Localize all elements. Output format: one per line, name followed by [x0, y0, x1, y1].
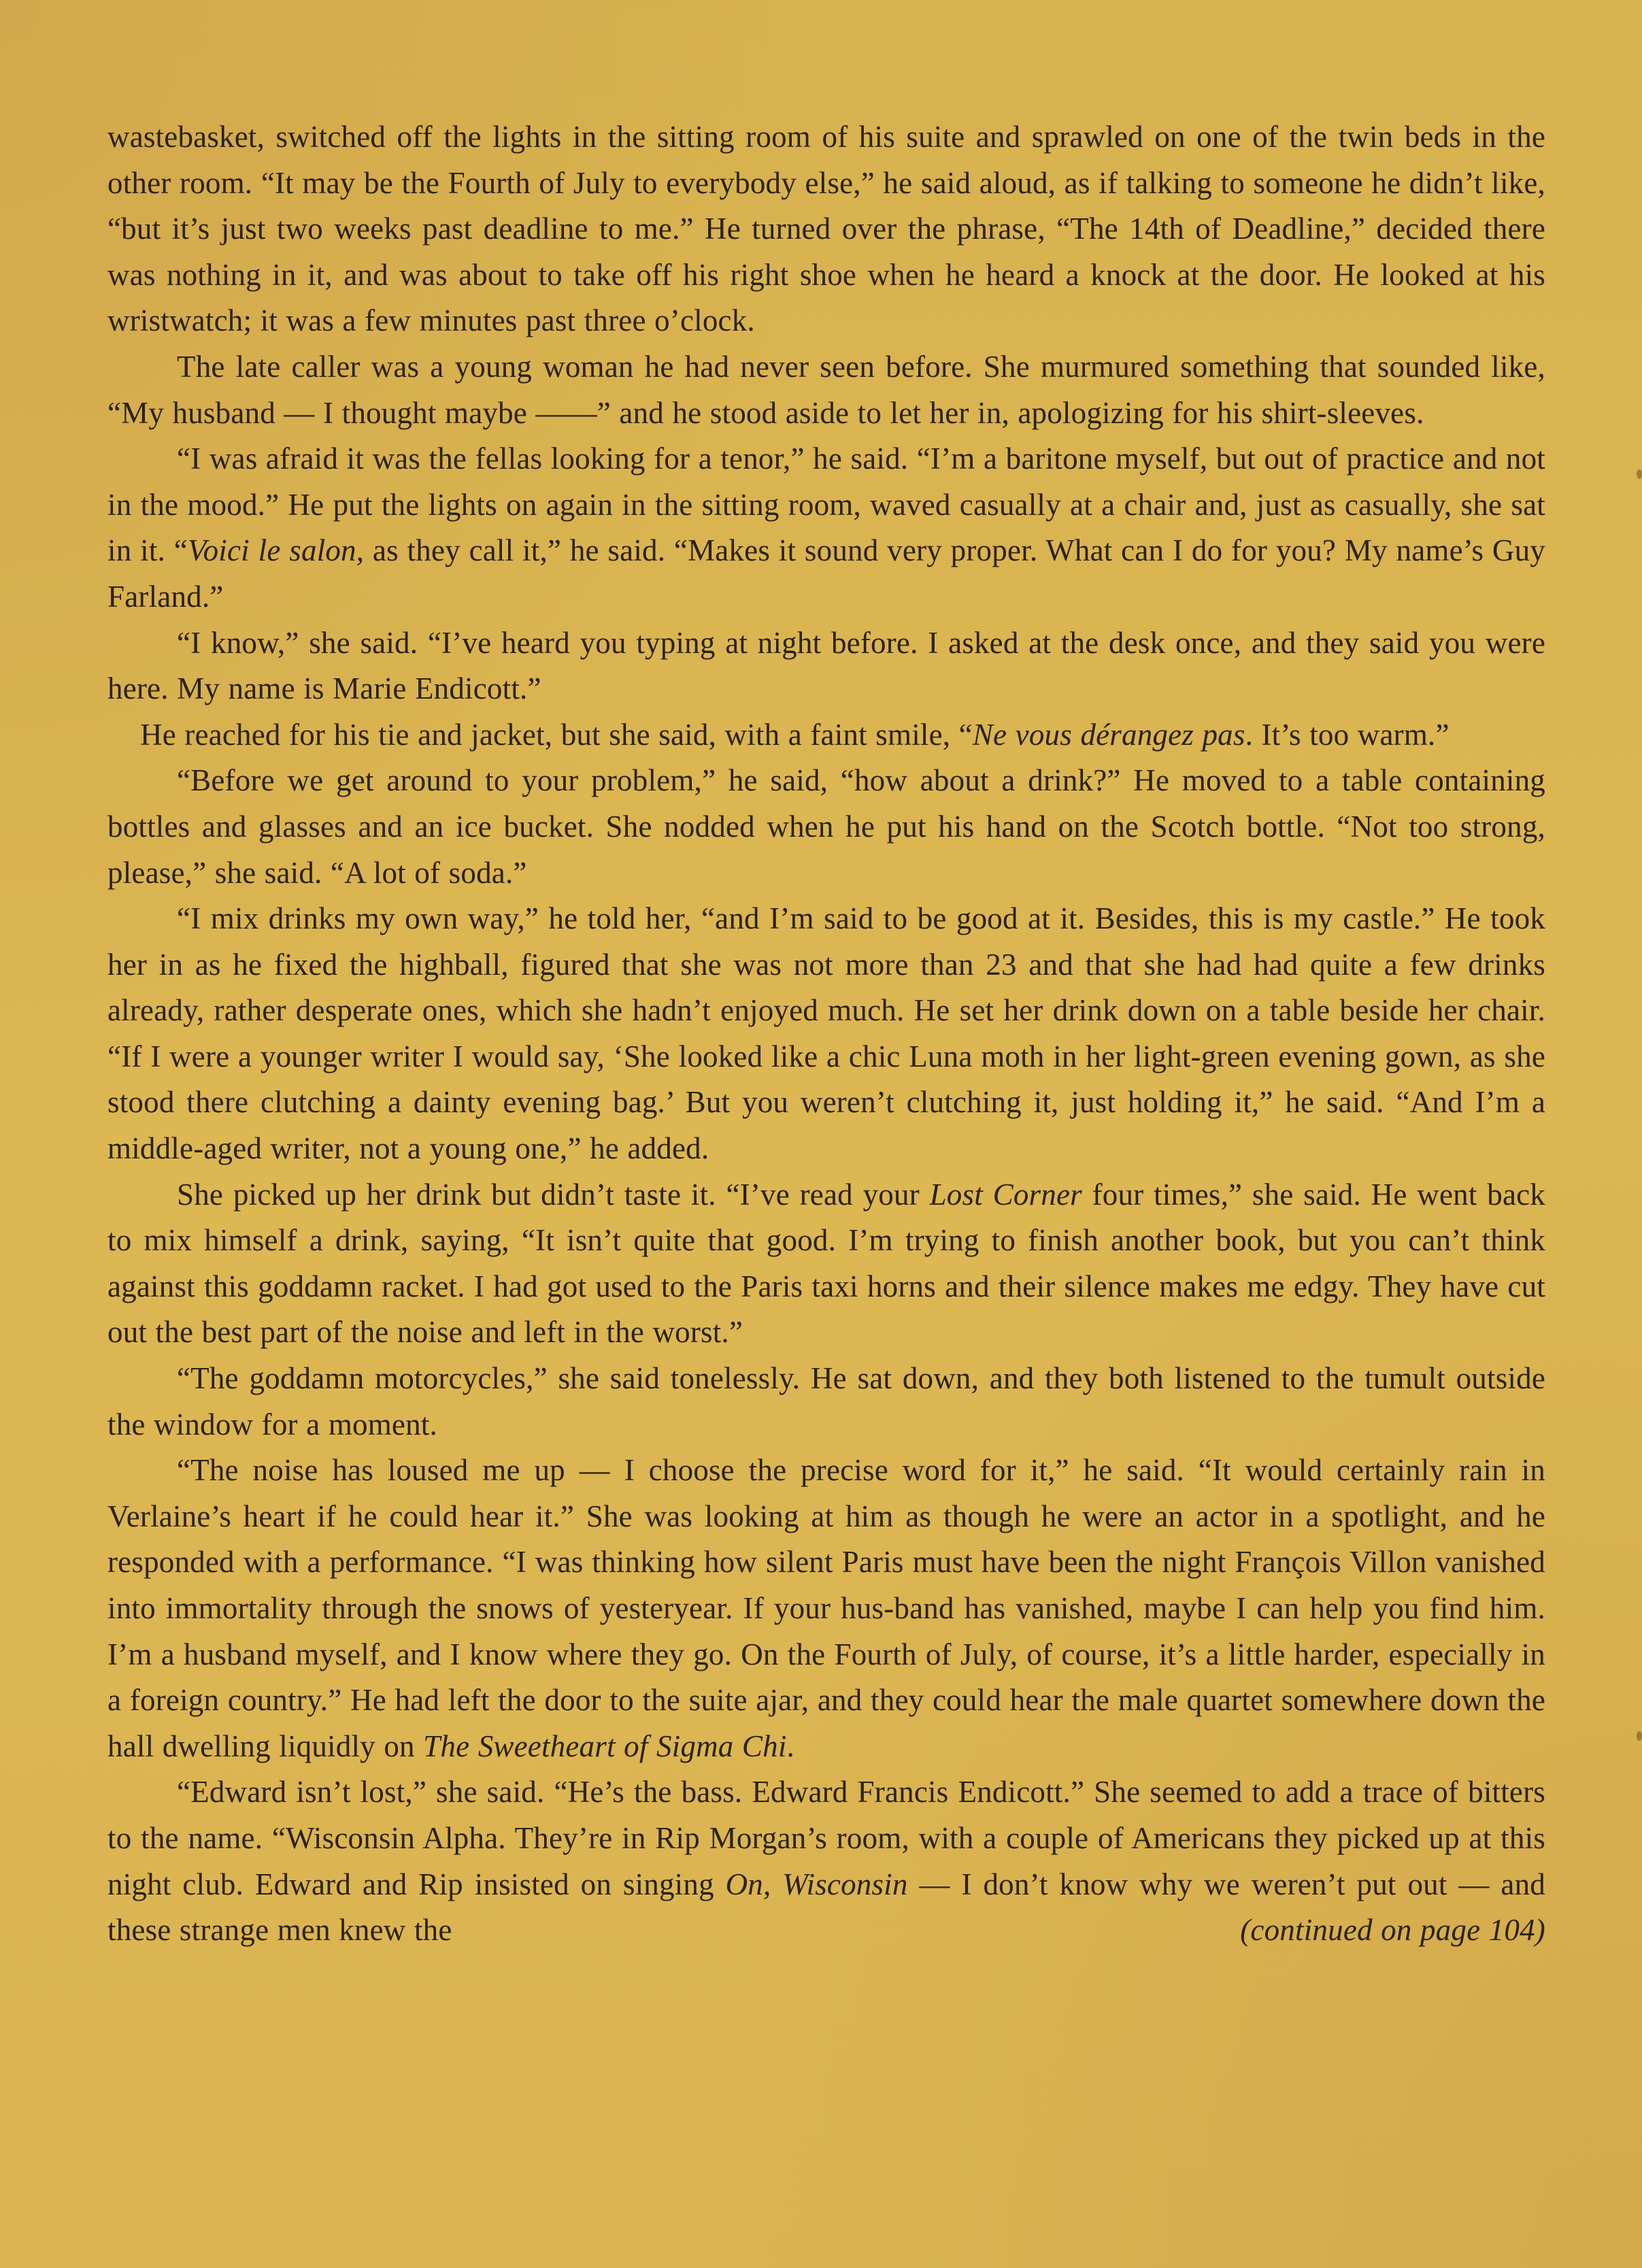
paragraph-text: “I was afraid it was the fellas looking for a tenor,” he said. “I’m a baritone myself, but out of practice and not in the mood.” He put the lights on again in the sitting room, waved casually at a chair and, just as casually, she sat in it. “ — [107, 441, 1545, 568]
paragraph-text: “Edward isn’t lost,” she said. “He’s the bass. Edward Francis Endicott.” She seemed to add a trace of bitters to the name. “Wisconsin Alpha. They’re in Rip Morgan’s room, with a couple of Americans they picked up at this night club. Edward and Rip insisted on singing — [107, 1775, 1545, 1901]
paragraph — [107, 114, 1545, 344]
italic-phrase: Voici le salon, — [187, 533, 365, 568]
paragraph-text: He reached for his tie and jacket, but she said, with a faint smile, “ — [140, 717, 973, 752]
paragraph — [107, 712, 1545, 758]
italic-phrase: Ne vous dérangez pas — [972, 717, 1245, 752]
paragraph — [107, 344, 1545, 436]
paragraph — [107, 1448, 1545, 1769]
paragraph-text: “I mix drinks my own way,” he told her, “and I’m said to be good at it. Besides, this is my castle.” He took her in as he fixed the highball, figured that she was not more than 23 and that she had had quite a few drinks already, rather desperate ones, which she hadn’t enjoyed much. He set her drink down on a table beside her chair. “If I were a younger writer I would say, ‘She looked like a chic Luna moth in her light-green evening gown, as she stood there clutching a dainty evening bag.’ But you weren’t clutching it, just holding it,” he said. “And I’m a middle-aged writer, not a young one,” he added. — [107, 901, 1545, 1166]
paper-blemish — [1637, 1731, 1642, 1741]
paper-blemish — [1637, 469, 1642, 479]
paragraph-text: “I know,” she said. “I’ve heard you typing at night before. I asked at the desk once, and they said you were here. My name is Marie Endicott.” — [107, 625, 1545, 706]
song-title: The Sweetheart of Sigma Chi — [423, 1729, 787, 1763]
paragraph-text: . — [786, 1729, 794, 1763]
paragraph-text: The late caller was a young woman he had never seen before. She murmured something that sounded like, “My husband — I thought maybe ——” and he stood aside to let her in, apologizing for his shirt-sleeves. — [107, 349, 1545, 430]
paragraph-text: — I don’t know why we weren’t put out — and these strange men knew the — [107, 1867, 1545, 1948]
paragraph-text: . It’s too warm.” — [1245, 717, 1450, 752]
song-title: On, Wisconsin — [725, 1867, 908, 1901]
paragraph-text: “The noise has loused me up — I choose the precise word for it,” he said. “It would certainly rain in Verlaine’s heart if he could hear it.” She was looking at him as though he were an actor in a spotlight, and he responded with a performance. “I was thinking how silent Paris must have been the night François Villon vanished into immortality through the snows of yesteryear. If your hus-band has vanished, maybe I can help you find him. I’m a husband myself, and I know where they go. On the Fourth of July, of course, it’s a little harder, especially in a foreign country.” He had left the door to the suite ajar, and they could hear the male quartet somewhere down the hall dwelling liquidly on — [107, 1453, 1545, 1763]
continuation-note[interactable]: (continued on page 104) — [1240, 1913, 1545, 1948]
paragraph-text: “Before we get around to your problem,” he said, “how about a drink?” He moved to a table containing bottles and glasses and an ice bucket. She nodded when he put his hand on the Scotch bottle. “Not too strong, please,” she said. “A lot of soda.” — [107, 763, 1545, 890]
paragraph-text: as they call it,” he said. “Makes it sound very proper. What can I do for you? My name’s Guy Farland.” — [107, 533, 1545, 614]
book-title: Lost Corner — [929, 1177, 1082, 1212]
page-body — [107, 114, 1545, 1954]
paragraph-text: “The goddamn motorcycles,” she said tonelessly. He sat down, and they both listened to the tumult outside the window for a moment. — [107, 1361, 1545, 1441]
paragraph — [107, 1769, 1545, 1953]
paragraph-text: She picked up her drink but didn’t taste it. “I’ve read your — [177, 1177, 930, 1212]
paragraph — [107, 758, 1545, 896]
paragraph — [107, 436, 1545, 620]
paragraph — [107, 620, 1545, 712]
paragraph — [107, 896, 1545, 1172]
paragraph — [107, 1356, 1545, 1448]
paragraph-text: wastebasket, switched off the lights in the sitting room of his suite and sprawled on one of the twin beds in the other room. “It may be the Fourth of July to everybody else,” he said aloud, as if talking to someone he didn’t like, “but it’s just two weeks past deadline to me.” He turned over the phrase, “The 14th of Deadline,” decided there was nothing in it, and was about to take off his right shoe when he heard a knock at the door. He looked at his wristwatch; it was a few minutes past three o’clock. — [107, 120, 1545, 338]
paragraph-text: four times,” she said. He went back to mix himself a drink, saying, “It isn’t quite that good. I’m trying to finish another book, but you can’t think against this goddamn racket. I had got used to the Paris taxi horns and their silence makes me edgy. They have cut out the best part of the noise and left in the worst.” — [107, 1177, 1546, 1350]
paragraph — [107, 1172, 1545, 1356]
